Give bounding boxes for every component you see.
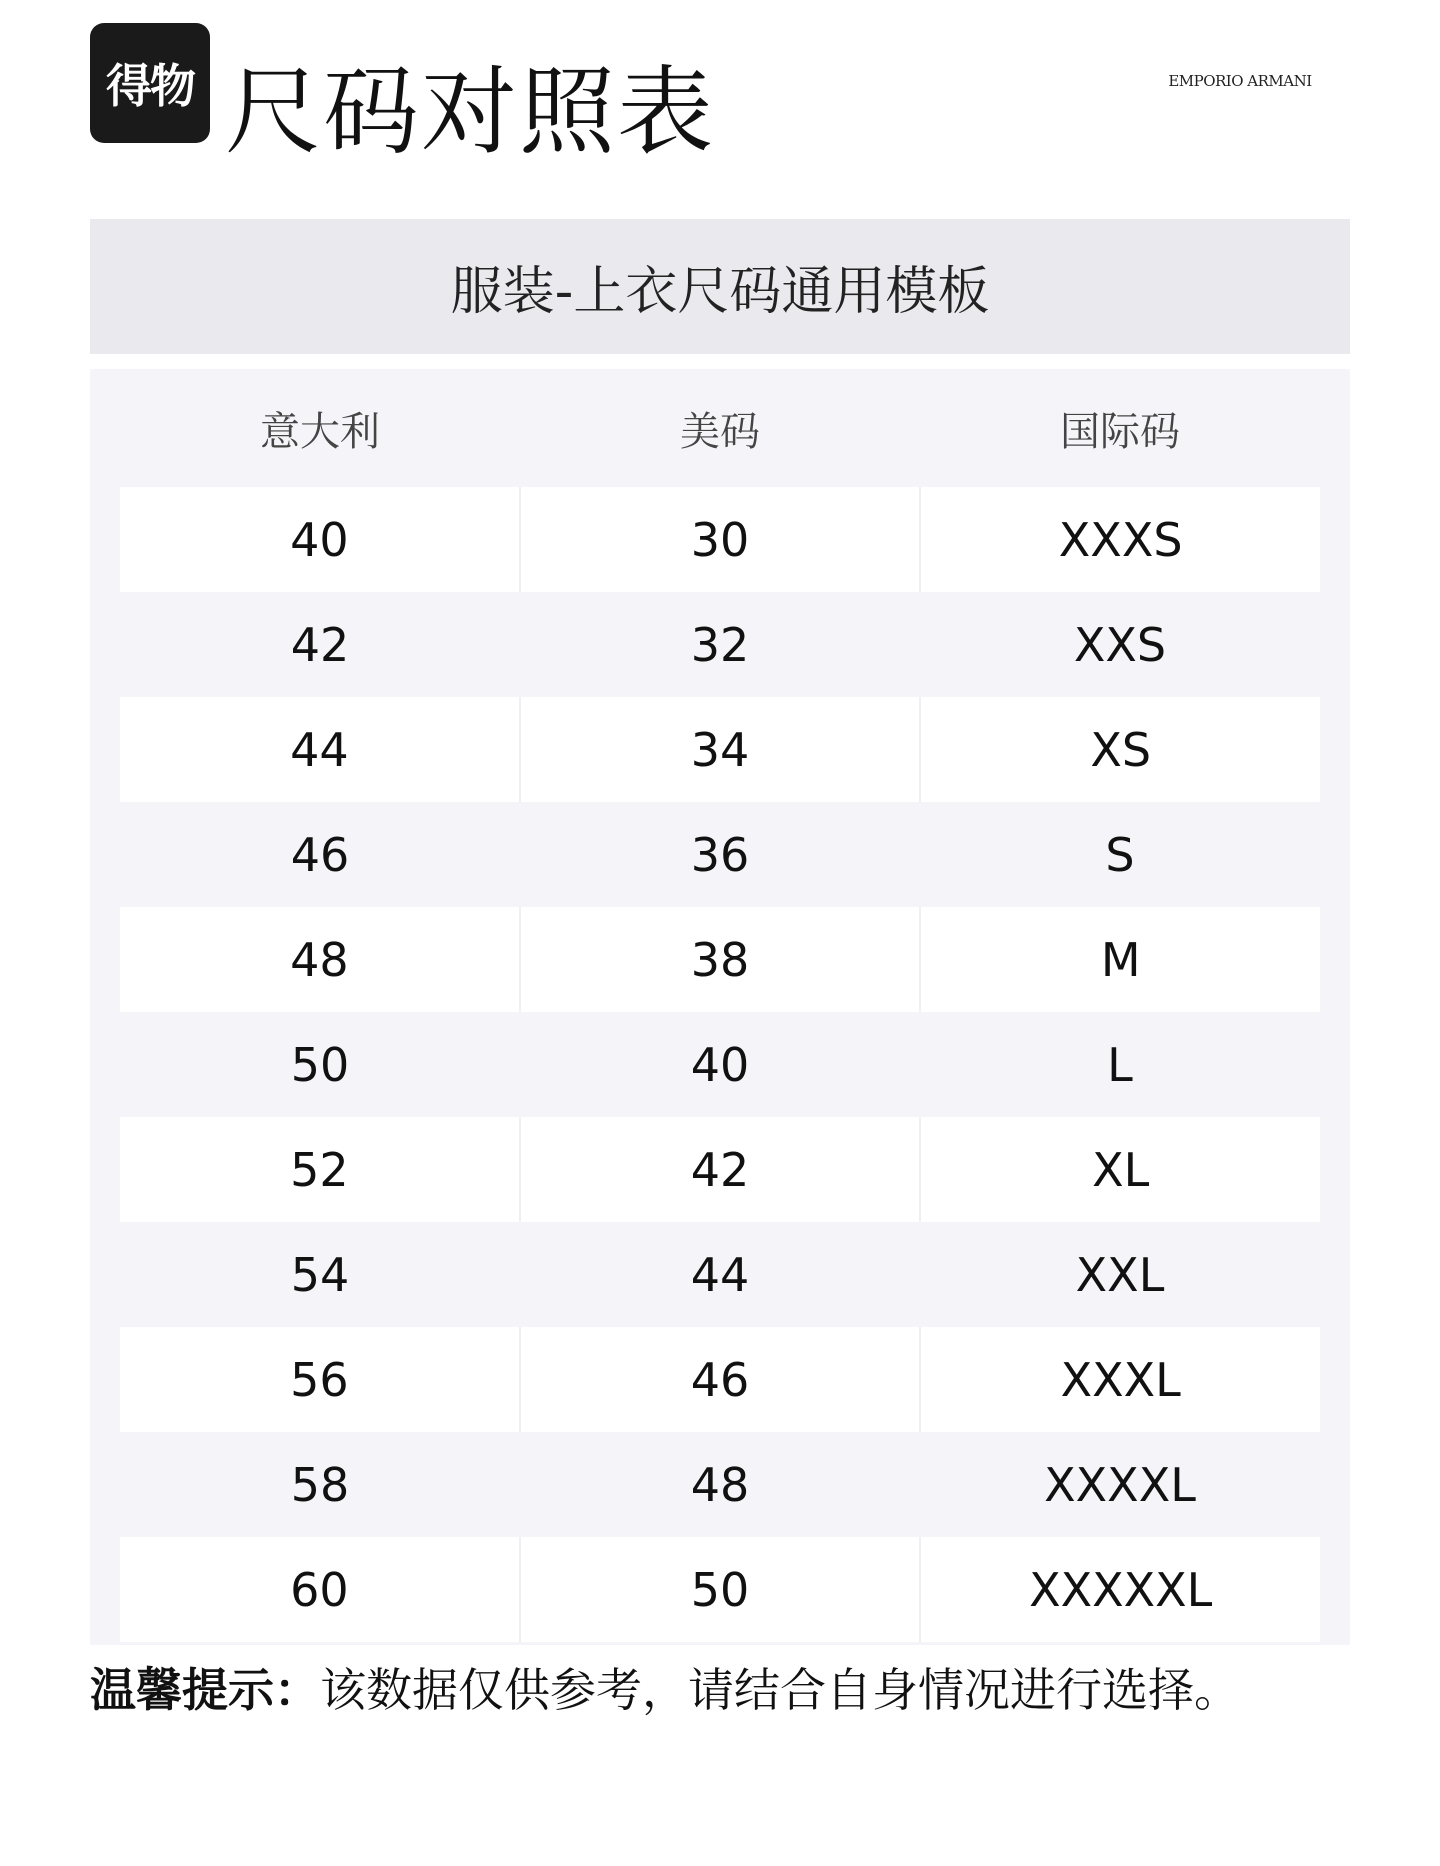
cell-international: S — [1105, 827, 1135, 882]
cell-international: XXS — [1073, 617, 1167, 672]
cell-italy: 56 — [290, 1352, 349, 1407]
column-header-us: 美码 — [680, 408, 760, 455]
cell-italy: 60 — [290, 1562, 349, 1617]
brand-logo: EMPORIO ARMANI — [1168, 72, 1312, 90]
cell-italy: 58 — [290, 1457, 350, 1512]
cell-italy: 50 — [290, 1037, 350, 1092]
cell-us: 34 — [519, 697, 920, 802]
cell-international: XL — [919, 1117, 1320, 1222]
reminder-label: 温馨提示： — [90, 1663, 320, 1717]
cell-italy: 44 — [290, 722, 349, 777]
table-row — [120, 1117, 1320, 1222]
page-title: 尺码对照表 — [225, 56, 715, 168]
cell-italy: 48 — [290, 932, 349, 987]
cell-us: 36 — [690, 827, 750, 882]
cell-international: L — [1107, 1037, 1133, 1092]
table-row — [120, 592, 1320, 697]
reminder-text: 该数据仅供参考，请结合自身情况进行选择。 — [320, 1663, 1240, 1717]
cell-italy: 42 — [290, 617, 350, 672]
logo-text: 得物 — [106, 59, 194, 113]
cell-us: 32 — [690, 617, 750, 672]
table-row — [120, 1537, 1320, 1642]
cell-us: 40 — [690, 1037, 750, 1092]
table-row — [120, 907, 1320, 1012]
cell-international: XXL — [1075, 1247, 1165, 1302]
cell-italy: 40 — [290, 512, 349, 567]
table-header-row — [120, 369, 1320, 487]
table-row — [120, 1432, 1320, 1537]
cell-italy: 54 — [290, 1247, 350, 1302]
reminder-note — [90, 1660, 1240, 1720]
column-header-italy: 意大利 — [260, 408, 380, 455]
cell-international: XXXXXL — [919, 1537, 1320, 1642]
cell-us: 30 — [519, 487, 920, 592]
table-row — [120, 487, 1320, 592]
dewu-logo — [90, 23, 210, 143]
cell-us: 46 — [519, 1327, 920, 1432]
cell-international: XXXXL — [1044, 1457, 1196, 1512]
cell-us: 44 — [690, 1247, 750, 1302]
table-row — [120, 697, 1320, 802]
cell-us: 38 — [519, 907, 920, 1012]
cell-international: XXXL — [919, 1327, 1320, 1432]
template-title: 服装-上衣尺码通用模板 — [450, 262, 990, 322]
cell-us: 48 — [690, 1457, 750, 1512]
cell-us: 42 — [519, 1117, 920, 1222]
cell-international: M — [919, 907, 1320, 1012]
cell-italy: 46 — [290, 827, 350, 882]
table-body — [120, 487, 1320, 1642]
column-header-international: 国际码 — [1060, 408, 1180, 455]
table-row — [120, 1327, 1320, 1432]
template-banner — [90, 219, 1350, 354]
table-row — [120, 802, 1320, 907]
cell-us: 50 — [519, 1537, 920, 1642]
size-table — [90, 369, 1350, 1645]
table-row — [120, 1222, 1320, 1327]
cell-italy: 52 — [290, 1142, 349, 1197]
cell-international: XXXS — [919, 487, 1320, 592]
cell-international: XS — [919, 697, 1320, 802]
table-row — [120, 1012, 1320, 1117]
